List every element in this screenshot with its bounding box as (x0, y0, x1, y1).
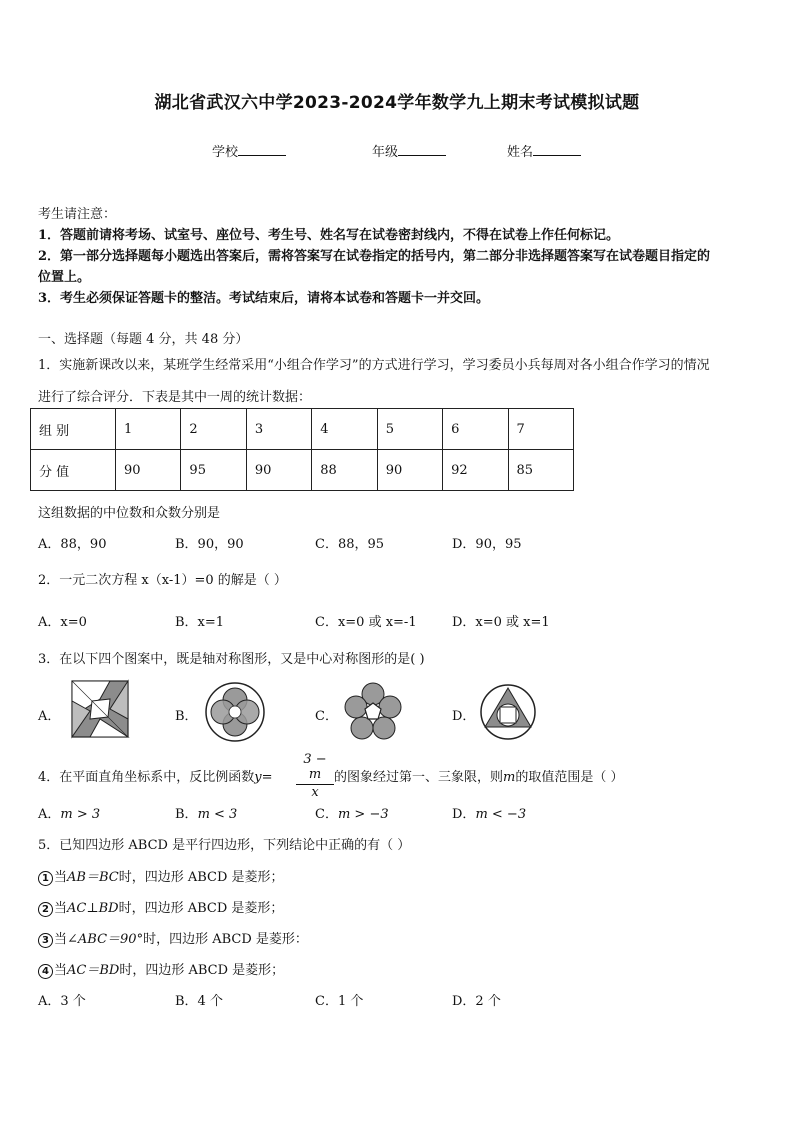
q5-option-a[interactable]: A．3 个 (38, 994, 86, 1009)
school-blank[interactable] (238, 143, 286, 156)
table-row (31, 409, 574, 450)
q2-option-b[interactable]: B．x=1 (175, 615, 225, 630)
q4-numerator: 3 − m (303, 752, 327, 782)
q5-statement (38, 959, 284, 979)
q3-option-d[interactable]: D． (452, 709, 476, 724)
name-field[interactable] (507, 141, 581, 160)
statement-condition: AC＝BD (67, 963, 120, 978)
statement-pre: 当 (54, 963, 68, 978)
option-expr: m < −3 (475, 807, 527, 822)
statement-post: 时，四边形 ABCD 是菱形； (119, 963, 285, 978)
q5-statement (38, 897, 283, 917)
table-cell: 85 (508, 450, 573, 491)
name-blank[interactable] (533, 143, 581, 156)
table-cell: 组 别 (31, 409, 116, 450)
option-label: C． (315, 807, 338, 822)
table-cell: 1 (116, 409, 181, 450)
score-table (30, 408, 574, 491)
notice-heading: 考生请注意： (38, 207, 117, 222)
circled-number: 3 (38, 933, 53, 948)
q5-text: 5．已知四边形 ABCD 是平行四边形，下列结论中正确的有（ ） (38, 838, 411, 853)
statement-pre: 当 (54, 901, 68, 916)
q4-option-b[interactable] (175, 803, 237, 822)
q2-option-c[interactable]: C．x=0 或 x=-1 (315, 615, 417, 630)
q4-suffix2: 的取值范围是（ ） (515, 770, 624, 785)
notice-item: 位置上。 (38, 270, 91, 285)
q4-prefix: 4．在平面直角坐标系中，反比例函数 (38, 770, 255, 785)
option-expr: m > −3 (337, 807, 389, 822)
q2-option-a[interactable]: A．x=0 (38, 615, 87, 630)
circle-triangle-figure (479, 683, 537, 741)
pinwheel-square-figure (70, 677, 130, 739)
q3-option-a[interactable]: A． (38, 709, 61, 724)
statement-condition: ∠ABC＝90° (67, 932, 144, 947)
table-cell: 92 (443, 450, 508, 491)
q2-option-d[interactable]: D．x=0 或 x=1 (452, 615, 550, 630)
option-expr: m < 3 (197, 807, 238, 822)
table-cell: 88 (312, 450, 377, 491)
option-expr: m > 3 (60, 807, 101, 822)
table-row (31, 450, 574, 491)
q4-denominator: x (296, 784, 334, 800)
q4-suffix: 的图象经过第一、三象限，则 (334, 770, 504, 785)
option-label: D． (452, 807, 476, 822)
q1-option-d[interactable]: D．90，95 (452, 537, 522, 552)
q2-text: 2．一元二次方程 x（x-1）=0 的解是（ ） (38, 573, 287, 588)
option-label: A． (38, 807, 61, 822)
pentagon-flower-figure (342, 681, 404, 743)
table-cell: 90 (377, 450, 442, 491)
q5-statement (38, 928, 308, 948)
table-cell: 分 值 (31, 450, 116, 491)
statement-post: 时，四边形 ABCD 是菱形； (118, 901, 284, 916)
notice-item: 2．第一部分选择题每小题选出答案后，需将答案写在试卷指定的括号内，第二部分非选择题答案写在试卷题目指定的 (38, 249, 711, 264)
circled-number: 2 (38, 902, 53, 917)
school-field[interactable] (212, 141, 286, 160)
grade-label: 年级 (372, 145, 399, 160)
statement-pre: 当 (54, 932, 68, 947)
q4-text-end (334, 766, 623, 785)
grade-field[interactable] (372, 141, 446, 160)
q5-option-d[interactable]: D．2 个 (452, 994, 501, 1009)
q4-option-a[interactable] (38, 803, 100, 822)
statement-post: 时，四边形 ABCD 是菱形： (143, 932, 308, 947)
q1-option-c[interactable]: C．88，95 (315, 537, 385, 552)
q4-m: m (503, 770, 516, 785)
q1-ask: 这组数据的中位数和众数分别是 (38, 506, 221, 521)
q4-text (38, 766, 273, 785)
table-cell: 4 (312, 409, 377, 450)
q1-option-b[interactable]: B．90，90 (175, 537, 244, 552)
statement-condition: AC⊥BD (67, 901, 119, 916)
four-petal-circle-figure (204, 681, 266, 743)
table-cell: 6 (443, 409, 508, 450)
statement-condition: AB＝BC (67, 870, 119, 885)
table-cell: 5 (377, 409, 442, 450)
q5-statement (38, 866, 284, 886)
q5-option-b[interactable]: B．4 个 (175, 994, 223, 1009)
q3-option-b[interactable]: B． (175, 709, 198, 724)
table-cell: 7 (508, 409, 573, 450)
notice-item: 1．答题前请将考场、试室号、座位号、考生号、姓名写在试卷密封线内，不得在试卷上作任何标记。 (38, 228, 620, 243)
q4-option-c[interactable] (315, 803, 389, 822)
grade-blank[interactable] (398, 143, 446, 156)
circled-number: 1 (38, 871, 53, 886)
q5-option-c[interactable]: C．1 个 (315, 994, 364, 1009)
table-cell: 90 (246, 450, 311, 491)
q4-option-d[interactable] (452, 803, 526, 822)
table-cell: 2 (181, 409, 246, 450)
q4-eq: = (261, 770, 273, 785)
q4-y: y (254, 770, 262, 785)
q3-option-c[interactable]: C． (315, 709, 338, 724)
section-heading: 一、选择题（每题 4 分，共 48 分） (38, 332, 249, 347)
notice-item: 3．考生必须保证答题卡的整洁。考试结束后，请将本试卷和答题卡一并交回。 (38, 291, 490, 306)
school-label: 学校 (212, 145, 239, 160)
q3-text: 3．在以下四个图案中，既是轴对称图形，又是中心对称图形的是( ) (38, 652, 425, 667)
table-cell: 95 (181, 450, 246, 491)
statement-post: 时，四边形 ABCD 是菱形； (118, 870, 284, 885)
name-label: 姓名 (507, 145, 534, 160)
option-label: B． (175, 807, 198, 822)
q1-text: 进行了综合评分．下表是其中一周的统计数据： (38, 390, 312, 405)
q1-text: 1．实施新课改以来，某班学生经常采用“小组合作学习”的方式进行学习，学习委员小兵每周对各小组合作学习的情况 (38, 358, 710, 373)
q1-option-a[interactable]: A．88，90 (38, 537, 107, 552)
table-cell: 3 (246, 409, 311, 450)
table-cell: 90 (116, 450, 181, 491)
circled-number: 4 (38, 964, 53, 979)
q4-fraction (296, 752, 334, 800)
statement-pre: 当 (54, 870, 68, 885)
page-title: 湖北省武汉六中学2023-2024学年数学九上期末考试模拟试题 (154, 93, 640, 113)
